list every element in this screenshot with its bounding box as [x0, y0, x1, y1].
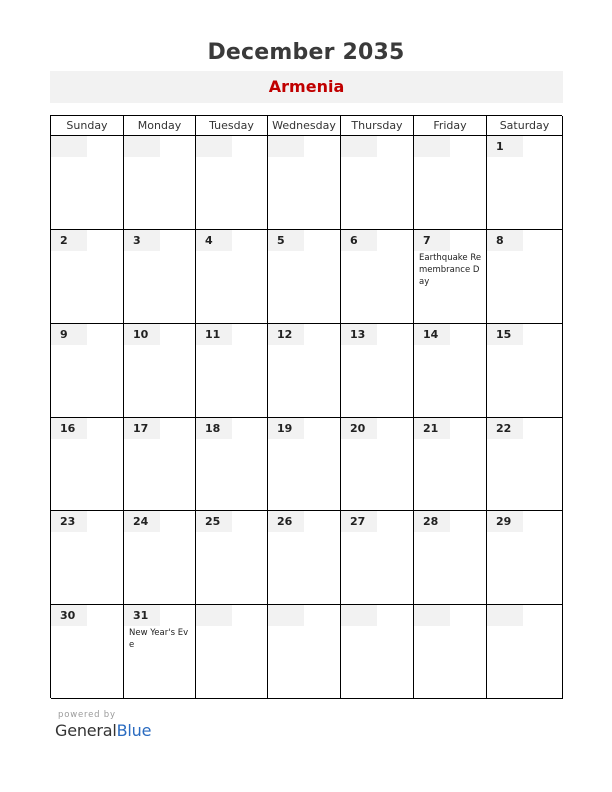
brand-general-text: General	[55, 721, 117, 740]
weekday-header-6: Saturday	[487, 116, 563, 136]
weekday-header-3: Wednesday	[268, 116, 341, 136]
day-cell	[341, 136, 414, 230]
day-cell	[268, 511, 341, 605]
day-number: 10	[124, 324, 160, 345]
day-number: 20	[341, 418, 377, 439]
day-number: 30	[51, 605, 87, 626]
day-number: 9	[51, 324, 87, 345]
day-cell	[51, 324, 124, 418]
day-cell	[414, 605, 487, 699]
day-number: 25	[196, 511, 232, 532]
day-cell	[268, 418, 341, 511]
weekday-header-2: Tuesday	[196, 116, 268, 136]
day-number: 16	[51, 418, 87, 439]
calendar-grid	[50, 115, 562, 698]
day-number: 11	[196, 324, 232, 345]
day-number: 17	[124, 418, 160, 439]
day-cell	[196, 230, 268, 324]
holiday-label: New Year's Eve	[129, 628, 189, 650]
day-number	[268, 136, 304, 157]
weekday-header-4: Thursday	[341, 116, 414, 136]
day-number: 29	[487, 511, 523, 532]
day-number: 2	[51, 230, 87, 251]
day-cell	[341, 230, 414, 324]
day-number: 28	[414, 511, 450, 532]
day-cell	[487, 324, 563, 418]
country-banner	[50, 71, 563, 103]
weekday-header-row	[51, 116, 563, 136]
holiday-label: Earthquake Remembrance Day	[419, 253, 482, 287]
day-cell	[51, 230, 124, 324]
day-cell	[268, 230, 341, 324]
day-number	[341, 136, 377, 157]
day-number	[51, 136, 87, 157]
day-number: 7	[414, 230, 450, 251]
day-cell	[487, 418, 563, 511]
day-cell	[124, 605, 196, 699]
day-cell	[487, 136, 563, 230]
day-number	[487, 605, 523, 626]
day-cell	[51, 605, 124, 699]
day-cell	[341, 418, 414, 511]
day-cell	[196, 605, 268, 699]
weekday-header-5: Friday	[414, 116, 487, 136]
day-cell	[124, 324, 196, 418]
weekday-header-0: Sunday	[51, 116, 124, 136]
day-cell	[414, 511, 487, 605]
day-number	[414, 136, 450, 157]
day-number: 12	[268, 324, 304, 345]
day-number: 8	[487, 230, 523, 251]
day-cell	[51, 418, 124, 511]
day-cell	[268, 136, 341, 230]
day-cell	[341, 511, 414, 605]
day-number	[341, 605, 377, 626]
day-number: 6	[341, 230, 377, 251]
day-cell	[341, 324, 414, 418]
day-cell	[414, 418, 487, 511]
day-cell	[487, 230, 563, 324]
generalblue-logo[interactable]	[55, 721, 151, 740]
day-number: 18	[196, 418, 232, 439]
day-number: 13	[341, 324, 377, 345]
day-number: 26	[268, 511, 304, 532]
day-cell	[196, 418, 268, 511]
day-number: 14	[414, 324, 450, 345]
day-cell	[487, 605, 563, 699]
day-number: 31	[124, 605, 160, 626]
weekday-header-1: Monday	[124, 116, 196, 136]
day-cell	[414, 136, 487, 230]
day-number: 24	[124, 511, 160, 532]
day-cell	[196, 511, 268, 605]
day-cell	[51, 511, 124, 605]
day-cell	[51, 136, 124, 230]
day-cell	[124, 511, 196, 605]
day-number: 3	[124, 230, 160, 251]
day-cell	[124, 136, 196, 230]
day-cell	[124, 418, 196, 511]
day-number: 4	[196, 230, 232, 251]
day-number: 19	[268, 418, 304, 439]
day-cell	[487, 511, 563, 605]
page-title: December 2035	[207, 40, 405, 65]
country-name: Armenia	[268, 77, 345, 96]
day-cell	[124, 230, 196, 324]
day-number: 5	[268, 230, 304, 251]
day-cell	[341, 605, 414, 699]
day-number: 27	[341, 511, 377, 532]
day-cell	[414, 324, 487, 418]
brand-blue-text: Blue	[116, 721, 152, 740]
day-cell	[414, 230, 487, 324]
day-number: 23	[51, 511, 87, 532]
day-cell	[196, 136, 268, 230]
day-cell	[196, 324, 268, 418]
day-number	[124, 136, 160, 157]
day-cell	[268, 324, 341, 418]
powered-by-label: powered by	[58, 710, 116, 720]
day-number: 22	[487, 418, 523, 439]
day-number: 15	[487, 324, 523, 345]
day-number: 21	[414, 418, 450, 439]
day-cell	[268, 605, 341, 699]
day-number	[196, 605, 232, 626]
day-number: 1	[487, 136, 523, 157]
day-number	[196, 136, 232, 157]
day-number	[268, 605, 304, 626]
day-number	[414, 605, 450, 626]
